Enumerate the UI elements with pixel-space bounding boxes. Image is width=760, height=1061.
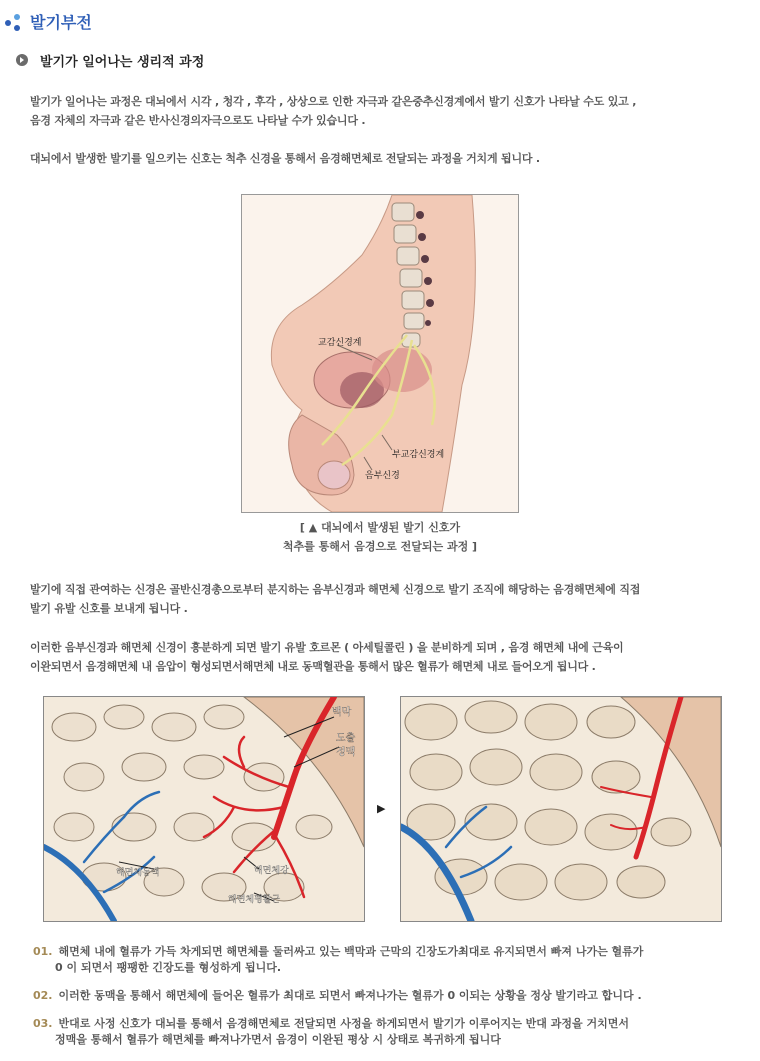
- label-cavernous-artery: 해면체동맥: [116, 868, 160, 878]
- list-item-number: 02.: [33, 989, 53, 1002]
- paragraph-1-line-1: 발기가 일어나는 과정은 대뇌에서 시각 , 청각 , 후각 , 상상으로 인한 자극과 같은중추신경계에서 발기 신호가 나타날 수도 있고 ,: [30, 95, 637, 108]
- list-item: [33, 1016, 753, 1048]
- list-item: [33, 944, 753, 976]
- corpus-cavernosum-relaxed-image: [43, 696, 365, 922]
- label-cavernous-space: 해면체강: [254, 866, 289, 876]
- label-smooth-muscle: 해면체평활근: [228, 895, 281, 905]
- corpus-cavernosum-erect-image: [400, 696, 722, 922]
- list-item-number: 01.: [33, 945, 53, 958]
- label-vein-line-2: 정맥: [336, 747, 356, 758]
- paragraph-4-line-1: 이러한 음부신경과 해면체 신경이 흥분하게 되면 발기 유발 호르몬 ( 아세틸콜린 ) 을 분비하게 되며 , 음경 해면체 내에 근육이: [30, 641, 624, 654]
- list-item-text: 이러한 동맥을 통해서 해면체에 들어온 혈류가 최대로 되면서 빠져나가는 혈류가 0 이되는 상황을 정상 발기라고 합니다 .: [58, 989, 642, 1002]
- figure-caption-line-1: [ ▲ 대뇌에서 발생된 발기 신호가: [299, 521, 461, 534]
- label-pudendal-nerve: 음부신경: [365, 471, 400, 481]
- list-item-text: 해면체 내에 혈류가 가득 차게되면 해면체를 둘러싸고 있는 백막과 근막의 긴장도가최대로 유지되면서 빠져 나가는 혈류가: [58, 945, 644, 958]
- page-header: [0, 6, 760, 34]
- list-item-text: 반대로 사정 신호가 대뇌를 통해서 음경해면체로 전달되면 사정을 하게되면서 발기가 이루어지는 반대 과정을 거치면서: [58, 1017, 629, 1030]
- paragraph-2: 대뇌에서 발생한 발기를 일으키는 신호는 척추 신경을 통해서 음경해면체로 전달되는 과정을 거치게 됩니다 .: [30, 152, 540, 165]
- section-heading: [16, 50, 716, 70]
- label-tunica: 백막: [332, 707, 352, 718]
- list-item-number: 03.: [33, 1017, 53, 1030]
- paragraph-3-line-2: 발기 유발 신호를 보내게 됩니다 .: [30, 602, 188, 615]
- paragraph-3-line-1: 발기에 직접 관여하는 신경은 골반신경총으로부터 분지하는 음부신경과 해면체 신경으로 발기 조직에 해당하는 음경해면체에 직접: [30, 583, 641, 596]
- page-title: 발기부전: [30, 13, 92, 32]
- arrow-bullet-icon: [16, 54, 28, 66]
- list-item-text-cont: 정맥을 통해서 혈류가 해면체를 빠져나가면서 음경이 이완된 평상 시 상태로 복귀하게 됩니다: [55, 1033, 501, 1046]
- arrow-right-icon: ▶: [377, 802, 386, 815]
- list-item: [33, 988, 753, 1004]
- label-vein-line-1: 도출: [336, 733, 356, 744]
- dots-icon: [4, 12, 24, 32]
- section-title: 발기가 일어나는 생리적 과정: [40, 55, 205, 70]
- anatomy-illustration: [241, 194, 519, 513]
- pelvis-cross-section-image: [242, 195, 518, 512]
- list-item-text-cont: 0 이 되면서 팽팽한 긴장도를 형성하게 됩니다.: [55, 961, 282, 974]
- paragraph-4-line-2: 이완되면서 음경해면체 내 음압이 형성되면서해면체 내로 동맥혈관을 통해서 많은 혈류가 해면체 내로 들어오게 됩니다 .: [30, 660, 596, 673]
- paragraph-1-line-2: 음경 자체의 자극과 같은 반사신경의자극으로도 나타날 수가 있습니다 .: [30, 114, 366, 127]
- label-sympathetic: 교감신경계: [318, 338, 362, 348]
- figure-caption-line-2: 척추를 통해서 음경으로 전달되는 과정 ]: [282, 540, 478, 553]
- label-parasympathetic: 부교감신경계: [392, 450, 445, 460]
